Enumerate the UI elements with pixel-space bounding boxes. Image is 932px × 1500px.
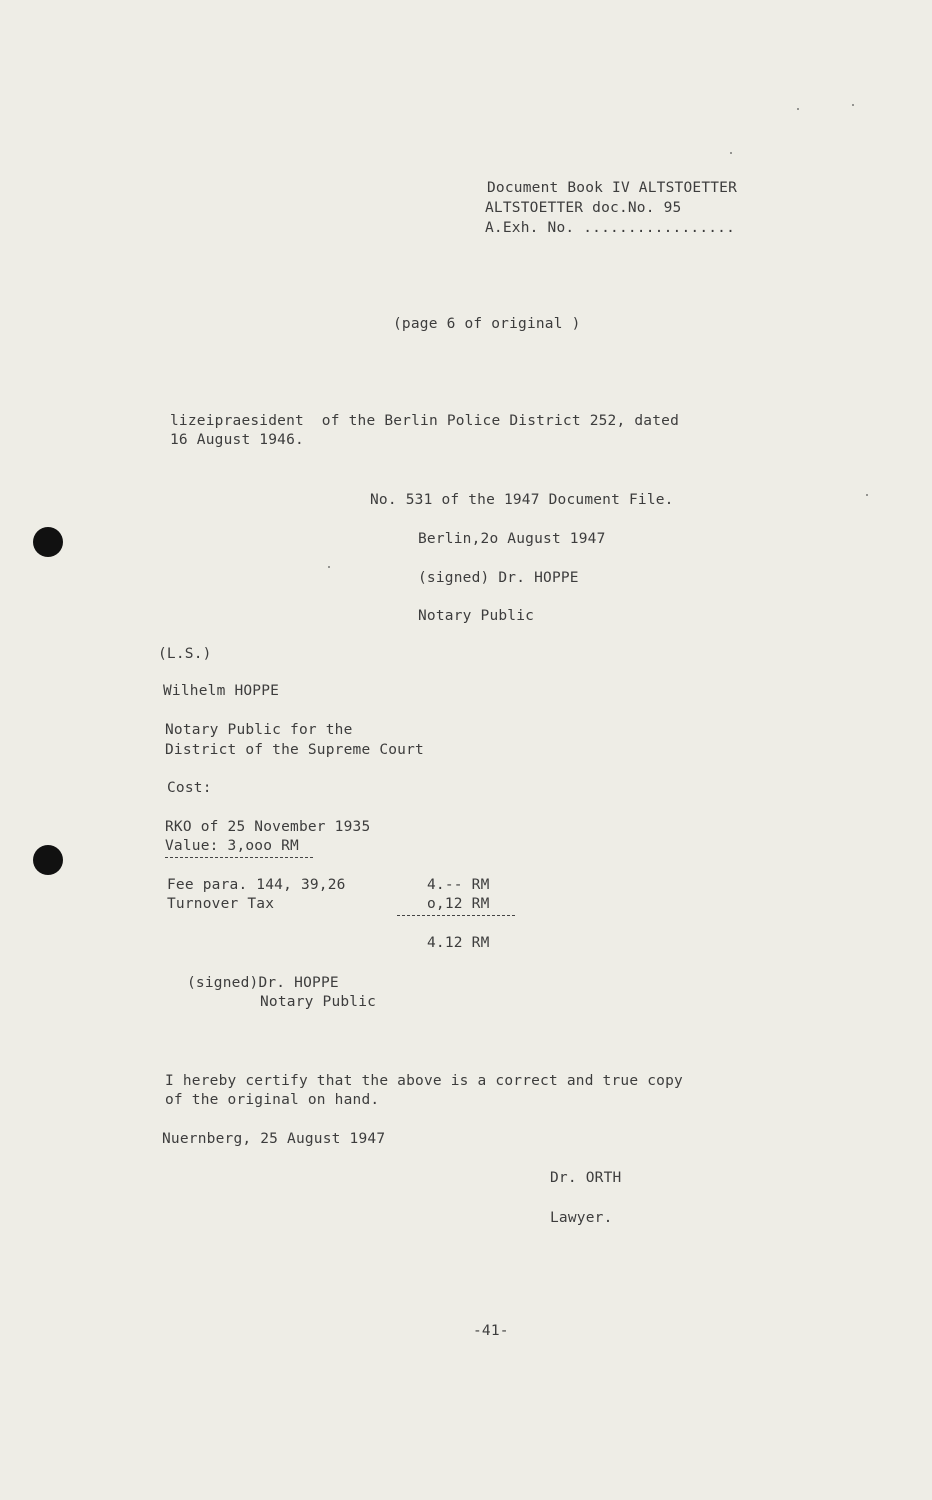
paper-speck	[730, 152, 732, 154]
intro-line-1: lizeipraesident of the Berlin Police District 252, dated	[170, 413, 679, 429]
cost-value: Value: 3,ooo RM	[165, 838, 299, 854]
second-signed: (signed)Dr. HOPPE	[187, 975, 339, 991]
cost-item-amount: o,12 RM	[427, 896, 490, 912]
attestation-line-1: I hereby certify that the above is a correct and true copy	[165, 1073, 683, 1089]
header-doc-no: ALTSTOETTER doc.No. 95	[485, 200, 682, 216]
notary-role-line-1: Notary Public for the	[165, 722, 353, 738]
value-underline	[165, 857, 313, 858]
cost-item-label: Fee para. 144, 39,26	[167, 877, 346, 893]
certification-place-date: Berlin,2o August 1947	[418, 531, 606, 547]
sum-underline	[397, 915, 515, 916]
certification-signed: (signed) Dr. HOPPE	[418, 570, 579, 586]
attestation-signer: Dr. ORTH	[550, 1170, 622, 1186]
intro-line-2: 16 August 1946.	[170, 432, 304, 448]
cost-item-label: Turnover Tax	[167, 896, 275, 912]
cost-rko: RKO of 25 November 1935	[165, 819, 371, 835]
paper-speck	[328, 566, 330, 568]
header-exhibit-no: A.Exh. No. .................	[485, 220, 736, 236]
paper-speck	[797, 108, 799, 110]
attestation-signer-title: Lawyer.	[550, 1210, 613, 1226]
page-number: -41-	[473, 1323, 509, 1339]
notary-name: Wilhelm HOPPE	[163, 683, 280, 699]
second-title: Notary Public	[260, 994, 377, 1010]
cost-label: Cost:	[167, 780, 212, 796]
notary-role-line-2: District of the Supreme Court	[165, 742, 424, 758]
attestation-place-date: Nuernberg, 25 August 1947	[162, 1131, 386, 1147]
seal-mark: (L.S.)	[158, 646, 212, 662]
document-file-number: No. 531 of the 1947 Document File.	[370, 492, 674, 508]
header-doc-book: Document Book IV ALTSTOETTER	[487, 180, 738, 196]
page-reference: (page 6 of original )	[393, 316, 581, 332]
paper-speck	[852, 104, 854, 106]
certification-title: Notary Public	[418, 608, 535, 624]
cost-item-amount: 4.-- RM	[427, 877, 490, 893]
cost-total: 4.12 RM	[427, 935, 490, 951]
attestation-line-2: of the original on hand.	[165, 1092, 380, 1108]
punch-hole-bottom	[33, 845, 63, 875]
punch-hole-top	[33, 527, 63, 557]
paper-speck	[866, 494, 868, 496]
